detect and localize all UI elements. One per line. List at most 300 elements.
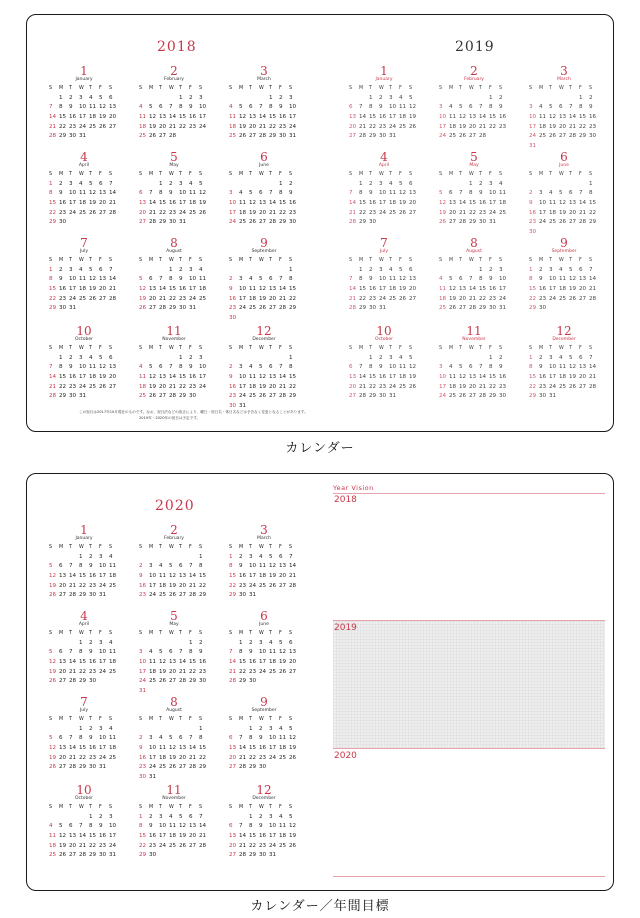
weekday-header: W bbox=[469, 346, 474, 351]
day-cell: 9 bbox=[69, 364, 73, 371]
empty-cell bbox=[349, 180, 359, 190]
day-grid bbox=[349, 344, 419, 402]
day-cell: 16 bbox=[589, 114, 597, 121]
day-cell: 27 bbox=[449, 219, 457, 226]
empty-cell bbox=[349, 266, 359, 276]
weekday-header: T bbox=[269, 717, 272, 722]
weekday-header: M bbox=[59, 346, 64, 351]
weekday-header: S bbox=[229, 631, 233, 636]
day-cell: 29 bbox=[229, 592, 237, 599]
weekday-header: S bbox=[349, 258, 353, 263]
day-cell: 19 bbox=[179, 833, 187, 840]
day-cell: 20 bbox=[69, 842, 77, 849]
day-cell: 7 bbox=[459, 190, 463, 197]
day-cell: 21 bbox=[279, 295, 287, 302]
day-cell: 24 bbox=[489, 209, 497, 216]
day-cell: 18 bbox=[389, 200, 397, 207]
day-cell: 11 bbox=[399, 364, 407, 371]
month-number: 5 bbox=[170, 150, 178, 164]
day-cell: 8 bbox=[529, 364, 533, 371]
weekday-header: S bbox=[49, 717, 53, 722]
month-calendar bbox=[229, 784, 299, 861]
day-cell: 2 bbox=[289, 180, 293, 187]
day-cell: 7 bbox=[569, 104, 573, 111]
day-cell: 5 bbox=[99, 94, 103, 101]
day-cell: 9 bbox=[499, 364, 503, 371]
weekday-header: M bbox=[359, 172, 364, 177]
day-cell: 23 bbox=[259, 842, 267, 849]
day-cell: 16 bbox=[229, 383, 237, 390]
weekday-header: W bbox=[169, 258, 174, 263]
day-cell: 20 bbox=[259, 209, 267, 216]
day-cell: 22 bbox=[79, 754, 87, 761]
day-cell: 3 bbox=[109, 813, 113, 820]
day-cell: 2 bbox=[499, 94, 503, 101]
day-cell: 3 bbox=[189, 266, 193, 273]
day-cell: 1 bbox=[279, 180, 283, 187]
day-cell: 30 bbox=[499, 393, 507, 400]
day-cell: 1 bbox=[249, 813, 253, 820]
day-cell: 10 bbox=[199, 364, 207, 371]
day-cell: 29 bbox=[359, 219, 367, 226]
day-cell: 22 bbox=[169, 295, 177, 302]
day-cell: 21 bbox=[269, 209, 277, 216]
day-cell: 29 bbox=[239, 678, 247, 685]
empty-cell bbox=[149, 354, 159, 364]
day-cell: 26 bbox=[459, 133, 467, 140]
weekday-header: T bbox=[159, 346, 162, 351]
day-cell: 14 bbox=[189, 745, 197, 752]
day-cell: 31 bbox=[109, 852, 117, 859]
month-number: 11 bbox=[166, 324, 182, 338]
weekday-header: M bbox=[239, 545, 244, 550]
day-cell: 13 bbox=[579, 364, 587, 371]
day-cell: 13 bbox=[169, 659, 177, 666]
day-cell: 23 bbox=[229, 393, 237, 400]
day-cell: 6 bbox=[469, 364, 473, 371]
day-cell: 12 bbox=[549, 114, 557, 121]
day-cell: 6 bbox=[569, 190, 573, 197]
vision-year-2020: 2020 bbox=[334, 751, 357, 761]
empty-cell bbox=[59, 813, 69, 823]
day-cell: 9 bbox=[379, 364, 383, 371]
weekday-header: S bbox=[139, 172, 143, 177]
day-cell: 8 bbox=[179, 104, 183, 111]
day-cell: 25 bbox=[449, 133, 457, 140]
day-cell: 24 bbox=[199, 123, 207, 130]
day-cell: 7 bbox=[79, 823, 83, 830]
day-cell: 29 bbox=[359, 305, 367, 312]
day-cell: 1 bbox=[179, 94, 183, 101]
day-cell: 31 bbox=[69, 305, 77, 312]
month-calendar bbox=[529, 151, 599, 238]
day-cell: 29 bbox=[479, 305, 487, 312]
day-cell: 31 bbox=[249, 592, 257, 599]
divider bbox=[333, 493, 605, 494]
empty-cell bbox=[479, 354, 489, 364]
day-cell: 31 bbox=[99, 764, 107, 771]
day-cell: 16 bbox=[59, 286, 67, 293]
day-cell: 11 bbox=[239, 200, 247, 207]
day-cell: 26 bbox=[279, 668, 287, 675]
day-cell: 2 bbox=[69, 354, 73, 361]
day-cell: 16 bbox=[529, 209, 537, 216]
month-number: 4 bbox=[380, 150, 388, 164]
empty-cell bbox=[269, 180, 279, 190]
day-cell: 6 bbox=[269, 364, 273, 371]
day-cell: 6 bbox=[349, 104, 353, 111]
month-calendar bbox=[229, 237, 299, 324]
month-calendar bbox=[229, 610, 299, 687]
day-cell: 12 bbox=[59, 833, 67, 840]
day-cell: 24 bbox=[239, 305, 247, 312]
day-cell: 21 bbox=[199, 833, 207, 840]
day-cell: 17 bbox=[109, 833, 117, 840]
day-cell: 4 bbox=[549, 190, 553, 197]
weekday-header: T bbox=[159, 172, 162, 177]
day-cell: 5 bbox=[399, 266, 403, 273]
day-cell: 26 bbox=[59, 852, 67, 859]
day-cell: 25 bbox=[79, 295, 87, 302]
day-cell: 23 bbox=[279, 123, 287, 130]
day-cell: 30 bbox=[89, 592, 97, 599]
day-cell: 27 bbox=[569, 219, 577, 226]
day-cell: 31 bbox=[549, 393, 557, 400]
day-cell: 27 bbox=[179, 764, 187, 771]
day-cell: 1 bbox=[529, 354, 533, 361]
day-cell: 7 bbox=[199, 813, 203, 820]
weekday-header: S bbox=[109, 346, 113, 351]
day-cell: 10 bbox=[239, 374, 247, 381]
day-cell: 21 bbox=[109, 286, 117, 293]
day-cell: 5 bbox=[569, 266, 573, 273]
day-cell: 7 bbox=[259, 104, 263, 111]
day-cell: 24 bbox=[379, 209, 387, 216]
day-cell: 7 bbox=[229, 649, 233, 656]
day-cell: 13 bbox=[59, 745, 67, 752]
empty-cell bbox=[239, 725, 249, 735]
day-cell: 7 bbox=[109, 180, 113, 187]
weekday-header: M bbox=[359, 258, 364, 263]
day-cell: 8 bbox=[229, 563, 233, 570]
month-number: 6 bbox=[560, 150, 568, 164]
weekday-header: W bbox=[259, 805, 264, 810]
day-cell: 28 bbox=[239, 764, 247, 771]
day-cell: 7 bbox=[589, 354, 593, 361]
day-cell: 23 bbox=[229, 305, 237, 312]
day-cell: 7 bbox=[69, 649, 73, 656]
day-cell: 9 bbox=[369, 276, 373, 283]
day-cell: 11 bbox=[499, 190, 507, 197]
day-cell: 9 bbox=[89, 563, 93, 570]
divider bbox=[333, 876, 605, 877]
day-cell: 6 bbox=[109, 354, 113, 361]
day-cell: 25 bbox=[239, 219, 247, 226]
weekday-header: W bbox=[169, 805, 174, 810]
day-cell: 8 bbox=[369, 104, 373, 111]
weekday-header: M bbox=[359, 346, 364, 351]
day-cell: 14 bbox=[159, 286, 167, 293]
month-name: November bbox=[462, 337, 486, 342]
day-cell: 5 bbox=[549, 104, 553, 111]
weekday-header: M bbox=[149, 172, 154, 177]
day-cell: 20 bbox=[459, 295, 467, 302]
day-cell: 27 bbox=[179, 592, 187, 599]
day-cell: 11 bbox=[449, 114, 457, 121]
day-cell: 17 bbox=[379, 286, 387, 293]
weekday-header: T bbox=[69, 631, 72, 636]
day-cell: 24 bbox=[549, 383, 557, 390]
day-cell: 18 bbox=[259, 573, 267, 580]
day-cell: 17 bbox=[239, 295, 247, 302]
day-cell: 18 bbox=[159, 754, 167, 761]
day-cell: 29 bbox=[49, 305, 57, 312]
day-cell: 21 bbox=[189, 582, 197, 589]
day-cell: 18 bbox=[109, 573, 117, 580]
day-cell: 23 bbox=[59, 295, 67, 302]
empty-cell bbox=[169, 639, 179, 649]
day-cell: 25 bbox=[139, 133, 147, 140]
day-cell: 25 bbox=[249, 305, 257, 312]
day-cell: 9 bbox=[259, 735, 263, 742]
day-cell: 14 bbox=[269, 200, 277, 207]
day-cell: 29 bbox=[179, 393, 187, 400]
day-cell: 9 bbox=[259, 823, 263, 830]
month-calendar bbox=[439, 237, 509, 314]
day-cell: 4 bbox=[199, 266, 203, 273]
day-cell: 11 bbox=[539, 114, 547, 121]
day-cell: 21 bbox=[229, 668, 237, 675]
day-cell: 8 bbox=[249, 823, 253, 830]
day-cell: 9 bbox=[539, 364, 543, 371]
empty-cell bbox=[229, 266, 239, 276]
day-cell: 2 bbox=[139, 563, 143, 570]
day-cell: 16 bbox=[69, 374, 77, 381]
weekday-header: S bbox=[139, 346, 143, 351]
month-name: January bbox=[375, 77, 393, 82]
empty-cell bbox=[59, 725, 69, 735]
day-cell: 16 bbox=[99, 833, 107, 840]
day-cell: 1 bbox=[49, 266, 53, 273]
weekday-header: T bbox=[479, 258, 482, 263]
month-calendar bbox=[139, 151, 209, 228]
day-cell: 25 bbox=[169, 842, 177, 849]
day-cell: 19 bbox=[149, 123, 157, 130]
day-cell: 19 bbox=[259, 295, 267, 302]
day-cell: 3 bbox=[179, 180, 183, 187]
day-cell: 16 bbox=[179, 286, 187, 293]
day-cell: 15 bbox=[479, 286, 487, 293]
day-cell: 11 bbox=[109, 735, 117, 742]
day-cell: 15 bbox=[79, 659, 87, 666]
day-cell: 12 bbox=[139, 286, 147, 293]
empty-cell bbox=[159, 639, 169, 649]
day-cell: 20 bbox=[409, 286, 417, 293]
weekday-header: S bbox=[289, 805, 293, 810]
day-cell: 6 bbox=[469, 104, 473, 111]
day-cell: 3 bbox=[149, 563, 153, 570]
day-cell: 26 bbox=[549, 133, 557, 140]
day-cell: 7 bbox=[589, 266, 593, 273]
month-calendar bbox=[139, 237, 209, 314]
day-cell: 3 bbox=[379, 180, 383, 187]
day-cell: 23 bbox=[259, 754, 267, 761]
day-cell: 9 bbox=[69, 104, 73, 111]
day-cell: 2 bbox=[369, 266, 373, 273]
day-cell: 20 bbox=[409, 200, 417, 207]
month-calendar bbox=[49, 610, 119, 687]
weekday-header: W bbox=[379, 258, 384, 263]
day-grid bbox=[529, 344, 599, 402]
day-cell: 26 bbox=[139, 305, 147, 312]
day-cell: 6 bbox=[159, 364, 163, 371]
empty-cell bbox=[459, 266, 469, 276]
day-cell: 11 bbox=[109, 649, 117, 656]
month-number: 9 bbox=[560, 236, 568, 250]
weekday-header: F bbox=[279, 805, 282, 810]
day-cell: 25 bbox=[439, 305, 447, 312]
day-cell: 13 bbox=[409, 190, 417, 197]
empty-cell bbox=[139, 94, 149, 104]
day-cell: 28 bbox=[189, 592, 197, 599]
day-cell: 14 bbox=[79, 833, 87, 840]
weekday-header: T bbox=[179, 631, 182, 636]
day-cell: 24 bbox=[189, 295, 197, 302]
empty-cell bbox=[249, 180, 259, 190]
day-cell: 15 bbox=[279, 200, 287, 207]
day-cell: 1 bbox=[289, 266, 293, 273]
day-cell: 29 bbox=[79, 592, 87, 599]
day-cell: 14 bbox=[569, 114, 577, 121]
day-cell: 15 bbox=[49, 286, 57, 293]
day-cell: 26 bbox=[449, 305, 457, 312]
weekday-header: F bbox=[489, 258, 492, 263]
weekday-header: S bbox=[289, 86, 293, 91]
day-cell: 8 bbox=[289, 276, 293, 283]
month-name: October bbox=[74, 796, 93, 801]
weekday-header: S bbox=[199, 346, 203, 351]
month-name: August bbox=[166, 249, 182, 254]
empty-cell bbox=[469, 94, 479, 104]
empty-cell bbox=[49, 94, 59, 104]
day-cell: 16 bbox=[489, 286, 497, 293]
month-name: September bbox=[251, 249, 277, 254]
empty-cell bbox=[49, 725, 59, 735]
day-cell: 20 bbox=[349, 123, 357, 130]
weekday-header: F bbox=[279, 346, 282, 351]
day-cell: 7 bbox=[469, 276, 473, 283]
footnote-line: この祝日は2017年10月現在のものです。なお、祝日法などの改正により、曜日・祝日名・休日名などは予告なく変更となることがあります。 bbox=[79, 410, 308, 414]
empty-cell bbox=[49, 354, 59, 364]
day-cell: 16 bbox=[229, 295, 237, 302]
day-cell: 22 bbox=[59, 123, 67, 130]
weekday-header: W bbox=[559, 86, 564, 91]
empty-cell bbox=[469, 354, 479, 364]
empty-cell bbox=[259, 180, 269, 190]
day-cell: 28 bbox=[269, 219, 277, 226]
caption-calendar: カレンダー bbox=[285, 441, 355, 456]
day-cell: 24 bbox=[99, 754, 107, 761]
day-cell: 18 bbox=[269, 659, 277, 666]
day-grid bbox=[349, 170, 419, 228]
month-calendar bbox=[439, 151, 509, 228]
day-cell: 1 bbox=[359, 266, 363, 273]
day-cell: 21 bbox=[589, 374, 597, 381]
day-cell: 14 bbox=[169, 374, 177, 381]
day-cell: 13 bbox=[559, 114, 567, 121]
month-calendar bbox=[229, 65, 299, 142]
month-calendar bbox=[49, 151, 119, 228]
day-cell: 10 bbox=[189, 276, 197, 283]
day-cell: 9 bbox=[539, 276, 543, 283]
day-cell: 14 bbox=[49, 114, 57, 121]
weekday-header: W bbox=[169, 631, 174, 636]
day-cell: 1 bbox=[579, 94, 583, 101]
day-cell: 19 bbox=[569, 286, 577, 293]
weekday-header: W bbox=[469, 258, 474, 263]
day-cell: 24 bbox=[499, 295, 507, 302]
day-cell: 24 bbox=[269, 842, 277, 849]
day-cell: 20 bbox=[569, 209, 577, 216]
day-cell: 22 bbox=[179, 123, 187, 130]
day-cell: 15 bbox=[189, 659, 197, 666]
day-cell: 11 bbox=[169, 823, 177, 830]
day-cell: 22 bbox=[289, 295, 297, 302]
day-cell: 16 bbox=[199, 659, 207, 666]
month-number: 3 bbox=[560, 64, 568, 78]
day-cell: 13 bbox=[159, 374, 167, 381]
weekday-header: T bbox=[389, 346, 392, 351]
day-cell: 19 bbox=[169, 582, 177, 589]
day-cell: 2 bbox=[229, 276, 233, 283]
day-cell: 1 bbox=[79, 553, 83, 560]
day-cell: 24 bbox=[539, 219, 547, 226]
weekday-header: S bbox=[499, 172, 503, 177]
empty-cell bbox=[359, 354, 369, 364]
day-cell: 26 bbox=[89, 209, 97, 216]
day-cell: 2 bbox=[589, 94, 593, 101]
day-cell: 26 bbox=[49, 592, 57, 599]
day-cell: 21 bbox=[109, 200, 117, 207]
day-cell: 4 bbox=[109, 639, 113, 646]
day-cell: 8 bbox=[369, 364, 373, 371]
day-cell: 8 bbox=[279, 190, 283, 197]
day-cell: 16 bbox=[189, 374, 197, 381]
day-cell: 14 bbox=[109, 276, 117, 283]
month-number: 9 bbox=[260, 236, 268, 250]
day-cell: 5 bbox=[49, 563, 53, 570]
weekday-header: S bbox=[289, 717, 293, 722]
day-grid bbox=[349, 84, 419, 142]
day-cell: 4 bbox=[259, 553, 263, 560]
weekday-header: F bbox=[189, 258, 192, 263]
day-cell: 15 bbox=[159, 200, 167, 207]
day-cell: 12 bbox=[289, 735, 297, 742]
month-number: 4 bbox=[80, 150, 88, 164]
day-cell: 11 bbox=[149, 659, 157, 666]
day-cell: 2 bbox=[199, 639, 203, 646]
day-cell: 18 bbox=[549, 209, 557, 216]
day-cell: 25 bbox=[49, 852, 57, 859]
month-name: October bbox=[74, 337, 93, 342]
weekday-header: S bbox=[529, 86, 533, 91]
day-cell: 4 bbox=[439, 276, 443, 283]
day-cell: 24 bbox=[229, 219, 237, 226]
day-cell: 8 bbox=[359, 276, 363, 283]
month-name: February bbox=[464, 77, 484, 82]
day-cell: 17 bbox=[529, 123, 537, 130]
weekday-header: W bbox=[169, 717, 174, 722]
